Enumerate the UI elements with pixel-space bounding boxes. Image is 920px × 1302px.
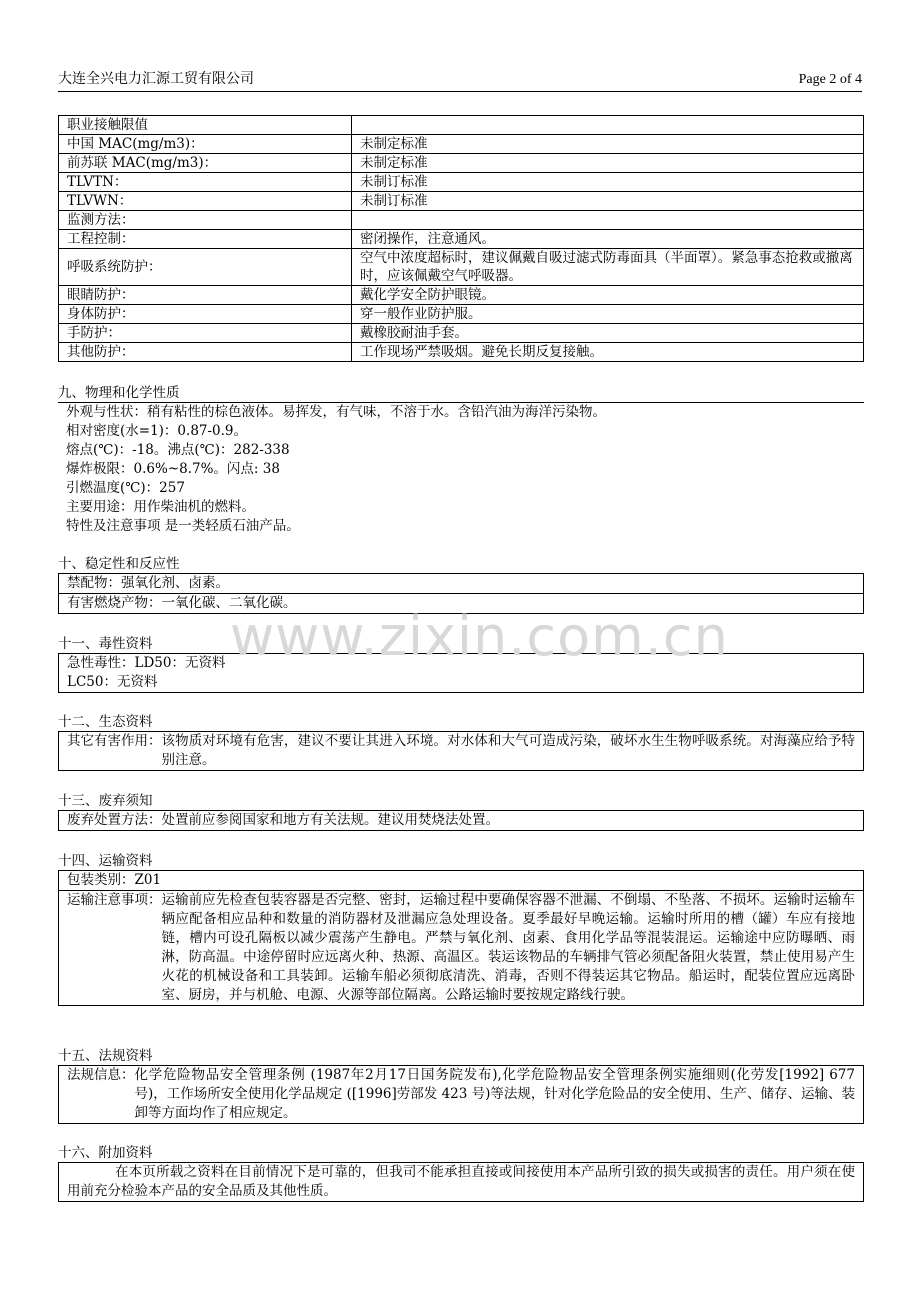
section-title: 十一、毒性资料 — [58, 636, 153, 652]
section-stability — [58, 555, 864, 614]
disclaimer-text: 在本页所载之资料在目前情况下是可靠的，但我司不能承担直接或间接使用本产品所引致的损失或损害的责任。用户须在使用前充分检验本产品的安全品质及其他性质。 — [67, 1164, 855, 1199]
table-row — [59, 324, 864, 343]
table-row — [59, 135, 864, 154]
field-label: 其它有害作用： — [67, 733, 162, 749]
table-row — [59, 211, 864, 230]
property-line: 熔点(℃)：-18。沸点(℃)：282-338 — [66, 442, 290, 458]
section-disposal — [58, 792, 864, 831]
page-header — [58, 66, 862, 92]
package-class: 包装类别：Z01 — [67, 872, 162, 888]
toxicity-line: LC50：无资料 — [67, 674, 158, 690]
table-row — [59, 305, 864, 324]
section-title: 十三、废弃须知 — [58, 793, 153, 809]
section-body — [58, 870, 864, 1006]
property-line: 相对密度(水=1)：0.87-0.9。 — [66, 423, 248, 439]
table-title: 职业接触限值 — [59, 116, 352, 135]
row-label: 中国 MAC(mg/m3)： — [59, 135, 352, 154]
row-label: 工程控制： — [59, 230, 352, 249]
row-label: 监测方法： — [59, 211, 352, 230]
property-line: 引燃温度(℃)：257 — [66, 480, 185, 496]
property-line: 外观与性状：稍有粘性的棕色液体。易挥发，有气味，不溶于水。含铅汽油为海洋污染物。 — [66, 404, 606, 420]
row-value: 戴橡胶耐油手套。 — [352, 324, 864, 343]
section-title: 十二、生态资料 — [58, 714, 153, 730]
table-row — [59, 192, 864, 211]
table-row — [59, 249, 864, 286]
row-value: 密闭操作，注意通风。 — [352, 230, 864, 249]
row-label: TLVTN： — [59, 173, 352, 192]
section-body — [58, 1162, 864, 1202]
field-label: 法规信息： — [67, 1067, 135, 1083]
section-body — [58, 1065, 864, 1124]
field-text: 该物质对环境有危害，建议不要让其进入环境。对水体和大气可造成污染，破坏水生生物呼吸系统。对海藻应给予特别注意。 — [161, 733, 855, 768]
row-label: 其他防护： — [59, 343, 352, 362]
row-value: 未制定标准 — [352, 154, 864, 173]
table-row — [59, 230, 864, 249]
section-body — [58, 653, 864, 693]
row-value: 空气中浓度超标时，建议佩戴自吸过滤式防毒面具（半面罩）。紧急事态抢救或撤离时，应该佩戴空气呼吸器。 — [352, 249, 864, 286]
row-value: 工作现场严禁吸烟。避免长期反复接触。 — [352, 343, 864, 362]
row-value — [352, 211, 864, 230]
exposure-limits-table — [58, 115, 864, 362]
row-label: 前苏联 MAC(mg/m3)： — [59, 154, 352, 173]
section-title: 十六、附加资料 — [58, 1145, 153, 1161]
stability-line: 有害燃烧产物：一氧化碳、二氧化碳。 — [59, 593, 863, 613]
toxicity-line: 急性毒性：LD50：无资料 — [67, 655, 226, 671]
section-title: 九、物理和化学性质 — [58, 385, 180, 401]
disposal-line: 废弃处置方法：处置前应参阅国家和地方有关法规。建议用焚烧法处置。 — [67, 812, 499, 828]
row-label: 身体防护： — [59, 305, 352, 324]
row-value: 未制订标准 — [352, 192, 864, 211]
row-value: 未制定标准 — [352, 135, 864, 154]
section-regulations — [58, 1047, 864, 1124]
section-ecology — [58, 713, 864, 771]
page-number: Page 2 of 4 — [798, 72, 862, 87]
field-text: 运输前应先检查包装容器是否完整、密封，运输过程中要确保容器不泄漏、不倒塌、不坠落、不损坏。运输时运输车辆应配备相应品种和数量的消防器材及泄漏应急处理设备。夏季最好早晚运输。运输时所用的槽（罐）车应有接地链，槽内可设孔隔板以减少震荡产生静电。严禁与氧化剂、卤素、食用化学品等混装混运。运输途中应防曝晒、雨淋，防高温。中途停留时应远离火种、热源、高温区。装运该物品的车辆排气管必须配备阻火装置，禁止使用易产生火花的机械设备和工具装卸。运输车船必须彻底清洗、消毒，否则不得装运其它物品。船运时，配装位置应远离卧室、厨房，并与机舱、电源、火源等部位隔离。公路运输时要按规定路线行驶。 — [161, 892, 855, 1003]
table-row — [59, 286, 864, 305]
company-name: 大连全兴电力汇源工贸有限公司 — [58, 71, 254, 87]
table-title-blank — [352, 116, 864, 135]
section-additional — [58, 1144, 864, 1202]
field-text: 化学危险物品安全管理条例 (1987年2月17日国务院发布),化学危险物品安全管理条例实施细则(化劳发[1992] 677 号)，工作场所安全使用化学品规定 ([1996]劳部发 423 号)等法规，针对化学危险品的安全使用、生产、储存、运输、装卸等方面均作了相应规定。 — [134, 1067, 855, 1121]
table-row — [59, 343, 864, 362]
row-label: TLVWN： — [59, 192, 352, 211]
row-label: 眼睛防护： — [59, 286, 352, 305]
section-body — [58, 573, 864, 614]
section-transport — [58, 852, 864, 1006]
section-body — [58, 402, 864, 536]
property-line: 特性及注意事项 是一类轻质石油产品。 — [66, 518, 300, 534]
section-physical-chemical — [58, 384, 864, 536]
property-line: 主要用途：用作柴油机的燃料。 — [66, 499, 255, 515]
row-value: 戴化学安全防护眼镜。 — [352, 286, 864, 305]
row-value: 穿一般作业防护服。 — [352, 305, 864, 324]
section-title: 十四、运输资料 — [58, 853, 153, 869]
section-title: 十五、法规资料 — [58, 1048, 153, 1064]
section-body — [58, 810, 864, 831]
field-label: 运输注意事项： — [67, 892, 162, 908]
table-row — [59, 154, 864, 173]
section-body — [58, 731, 864, 771]
row-label: 呼吸系统防护： — [59, 249, 352, 286]
row-value: 未制订标准 — [352, 173, 864, 192]
property-line: 爆炸极限：0.6%~8.7%。闪点: 38 — [66, 461, 280, 477]
section-title: 十、稳定性和反应性 — [58, 556, 180, 572]
table-row — [59, 173, 864, 192]
stability-line: 禁配物：强氧化剂、卤素。 — [67, 575, 229, 591]
watermark: www.zixin.com.cn — [230, 605, 729, 668]
section-toxicity — [58, 635, 864, 693]
row-label: 手防护： — [59, 324, 352, 343]
